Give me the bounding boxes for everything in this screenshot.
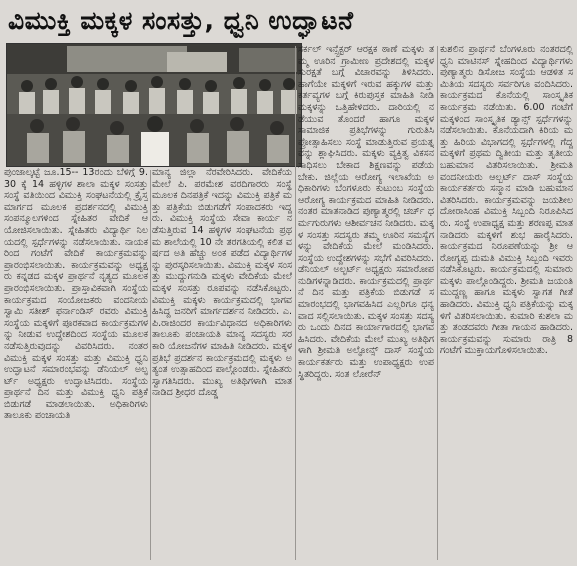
column-text: ಕುಶಲಿನ ಪ್ರಾರ್ಥನೆ ಬೆಂಗಳೂರು ನಂತರದಲ್ಲಿ ಧ್ವನಿ ಮಾಟಿನಸ್ ಸ್ನೇಹದಿಂದ ವಿದ್ಯಾರ್ಥಿಗಳು ಪುಣ್ಯಾತ್ಮರು ಡಿಸೋಜ ಸಂಸ್ಥೆಯ ಆಡಳಿತ ಸಮಿತಿಯ ಸದಸ್ಯರು ಸರ್ವರಿಗೂ ವಂದಿಸಿದರು. ಕಾರ್ಯಕ್ರಮದ ಕೊನೆಯಲ್ಲಿ ಸಾಂಸ್ಕೃತಿಕ ಕಾರ್ಯಕ್ರಮ ನಡೆಯಿತು. 6.00 ಗಂಟೆಗೆ ಮಕ್ಕಳಿಂದ ಸಾಂಸ್ಕೃತಿಕ ಡ್ಯಾನ್ಸ್ ಸ್ಪರ್ಧೆಗಳನ್ನು ನಡೆಸಲಾಯಿತು. ಕೊನೆಯದಾಗಿ ಕಿರಿಯ ಮತ್ತು ಹಿರಿಯ ವಿಭಾಗದಲ್ಲಿ ಸ್ಪರ್ಧೆಗಳಲ್ಲಿ ಗೆದ್ದ ಮಕ್ಕಳಿಗೆ ಪ್ರಥಮ ದ್ವಿತೀಯ ಮತ್ತು ತೃತೀಯ ಬಹುಮಾನ ವಿತರಿಸಲಾಯಿತು. ಶ್ರೀಮತಿ ವಂದನೀಯರು ಆಲ್ಬರ್ಟ್ ದಾಸ್ ಸಂಸ್ಥೆಯ ಕಾರ್ಯಕರ್ತರು ಸನ್ಮಾನ ಮಾಡಿ ಬಹುಮಾನ ವಿತರಿಸಿದರು. ಕಾರ್ಯಕ್ರಮವನ್ನು ಜಯಶೀಲ ದೋರಾಸಿಂಹ ವಿಮುಕ್ತಿ ಸಿಬ್ಬಂದಿ ನಿರೂಪಿಸಿದರು. ಸಂಸ್ಥೆ ಉಪಾಧ್ಯಕ್ಷ ಮತ್ತು ಶರಣಪ್ಪ ಮಾತನಾಡಿದರು ಮಕ್ಕಳಿಗೆ ಶುಭ ಹಾರೈಸಿದರು. ಕಾರ್ಯಕ್ರಮದ ನಿರೂಪಣೆಯನ್ನು ಶ್ರೀ ಆರೋಗ್ಯಪ್ಪ ದುಮತಿ ವಿಮುಕ್ತಿ ಸಿಬ್ಬಂದಿ ಇವರು ನಡೆಸಿಕೊಟ್ಟರು. ಕಾರ್ಯಕ್ರಮದಲ್ಲಿ ಸುಮಾರು ಮಕ್ಕಳು ಪಾಲ್ಗೊಂಡಿದ್ದರು. ಶ್ರೀಮತಿ ಜಯಂತಿ ಮುದ್ದಣ್ಣ ಹಾಗೂ ಮಕ್ಕಳು ಸ್ವಾಗತ ಗೀತೆ ಹಾಡಿದರು. ವಿಮುಕ್ತಿ ಧ್ವನಿ ಪತ್ರಿಕೆಯನ್ನು ಮಕ್ಕಳಿಗೆ ವಿತರಿಸಲಾಯಿತು. ಕುಮಾರಿ ಕುಶಲಾ ಮತ್ತು ತಂಡದವರು ಗೀತಾ ಗಾಯನ ಹಾಡಿದರು. ಕಾರ್ಯಕ್ರಮವನ್ನು ಸುಮಾರು ರಾತ್ರಿ 8 ಗಂಟೆಗೆ ಮುಕ್ತಾಯಗೊಳಿಸಲಾಯಿತು. [440,44,573,357]
article-column-2 [152,167,292,562]
article-headline: ವಿಮುಕ್ತಿ ಮಕ್ಕಳ ಸಂಸತ್ತು, ಧ್ವನಿ ಉದ್ಘಾಟನೆ [8,6,354,35]
column-text: ಮಾನ್ಯ ಜಿಲ್ಲಾ ನೆರವೇರಿಸಿದರು. ವೇದಿಕೆಯ ಮೇಲೆ ಪಿ. ಪರಮೇಶ ವರದಿಗಾರರು ಸಂಸ್ಥೆ ಮೂಲಕ ದಿನಪತ್ರಿಕೆ ಇದನ್ನು ವಿಮುಕ್ತಿ ಪತ್ರಿಕೆ ಮತ್ತು ಪತ್ರಿಕೆಯ ಬಿಡುಗಡೆಗೆ ಸಂಪಾದಕರು ಇದ್ದರು. ವಿಮುಕ್ತಿ ಸಂಸ್ಥೆಯ ಸೇವಾ ಕಾರ್ಯ ನಡೆಸುತ್ತಿರುವ 14 ಹಳ್ಳಿಗಳ ಸಂಘಟನೆಯ ಪ್ರಥಮ ಶಾಲೆಯಲ್ಲಿ 10 ನೇ ತರಗತಿಯಲ್ಲಿ ಕಲಿತ ವರ್ಷದ ಅತಿ ಹೆಚ್ಚು ಅಂಕ ಪಡೆದ ವಿದ್ಯಾರ್ಥಿಗಳನ್ನು ಪುರಸ್ಕರಿಸಲಾಯಿತು. ವಿಮುಕ್ತಿ ಮಕ್ಕಳ ಸಂಸತ್ತು ಮುದ್ದುಗನುಡಿ ಮಕ್ಕಳು ವೇದಿಕೆಯ ಮೇಲೆ ಮಕ್ಕಳ ಸಂಸತ್ತು ರೂಪವನ್ನು ನಡೆಸಿಕೊಟ್ಟರು. ವಿಮುಕ್ತಿ ಮಕ್ಕಳು ಕಾರ್ಯಕ್ರಮದಲ್ಲಿ ಭಾಗವಹಿಸಿದ್ದ ಜನರಿಗೆ ಮಾರ್ಗದರ್ಶನ ನೀಡಿದರು. ಎ.ಪಿ.ರಾಜಿಂದರ ಕಾರ್ಯವಿಧಾನದ ಅಧಿಕಾರಿಗಳು ತಾಲೂಕು ಪಂಚಾಯತಿ ಮಾನ್ಯ ಸದಸ್ಯರು ಸರಕಾರಿ ಯೋಜನೆಗಳ ಮಾಹಿತಿ ನೀಡಿದರು. ಮಕ್ಕಳ ಪ್ರತಿಭೆ ಪ್ರದರ್ಶನ ಕಾರ್ಯಕ್ರಮದಲ್ಲಿ ಮಕ್ಕಳು ಅತ್ಯಂತ ಉತ್ಸಾಹದಿಂದ ಪಾಲ್ಗೊಂಡರು. ಸ್ನೇಹಿತರು ಸ್ವಾಗತಿಸಿದರು. ಮುಖ್ಯ ಅತಿಥಿಗಳಾಗಿ ಮಾತನಾಡಿದ ಶ್ರೀಧರ ದೊಡ್ಡ [152,167,292,399]
article-column-4 [440,44,573,562]
column-divider [295,46,296,560]
column-text: ಸರ್ಕಲ್ ಇನ್ಸ್ಪೆಕ್ಟರ್ ಆರಕ್ಷಕ ಠಾಣೆ ಮಕ್ಕಳು ತಮ್ಮ ಊರಿನ ಗ್ರಾಮೀಣ ಪ್ರದೇಶದಲ್ಲಿ ಮಕ್ಕಳ ಸುರಕ್ಷತೆ ಬಗ್ಗೆ ವಿಚಾರವನ್ನು ತಿಳಿಸಿದರು. ಹಾಗೆಯೇ ಮಕ್ಕಳಿಗೆ ಇರುವ ಹಕ್ಕುಗಳ ಮತ್ತು ಕರ್ತವ್ಯಗಳ ಬಗ್ಗೆ ಕಿರುಪುಸ್ತಕ ಮಾಹಿತಿ ನೀಡಿ ಮಕ್ಕಳನ್ನು ಒತ್ತಿಹೇಳಿದರು. ದಾರಿಯಲ್ಲಿ ನಡೆಯುವ ತೊಂದರೆ ಹಾಗೂ ಮಕ್ಕಳ ಸಾಮಾಜಿಕ ಪ್ರತಿಭೆಗಳನ್ನು ಗುರುತಿಸಿ ಪ್ರೋತ್ಸಾಹಿಸಲು ಸಂಸ್ಥೆ ಮಾಡುತ್ತಿರುವ ಪ್ರಯತ್ನವನ್ನು ಶ್ಲಾಘಿಸಿದರು. ಮಕ್ಕಳು ವ್ಯಕ್ತಿತ್ವ ವಿಕಸನ ಸಾಧಿಸಲು ಬೇಕಾದ ಶಿಕ್ಷಣವನ್ನು ಪಡೆಯಬೇಕು. ಜಿಲ್ಲೆಯ ಆರೋಗ್ಯ ಇಲಾಖೆಯ ಅಧಿಕಾರಿಗಳು ಬೆಂಗಳೂರು ಕುಟುಂಬ ಸಂಸ್ಥೆಯ ಆರೋಗ್ಯ ಕಾರ್ಯಕ್ರಮದ ಮಾಹಿತಿ ನೀಡಿದರು. ನಂತರ ಮಾತನಾಡಿದ ಪುಣ್ಯಾತ್ಮರಲ್ಲಿ ಚರ್ಚ್ ಧರ್ಮಗುರುಗಳು ಆಶೀರ್ವಚನ ನೀಡಿದರು. ಮಕ್ಕಳ ಸಂಸತ್ತು ಸದಸ್ಯರು ತಮ್ಮ ಊರಿನ ಸಮಸ್ಯೆಗಳನ್ನು ವೇದಿಕೆಯ ಮೇಲೆ ಮಂಡಿಸಿದರು. ಸಂಸ್ಥೆಯ ಉದ್ದೇಶಗಳನ್ನು ಸಭೆಗೆ ವಿವರಿಸಿದರು. ಡೆನಿಯಲ್ ಅಲ್ಫರ್ಟ್ ಅಧ್ಯಕ್ಷರು ಸಮಾರೋಪ ನುಡಿಗಳನ್ನಾಡಿದರು. ಕಾರ್ಯಕ್ರಮದಲ್ಲಿ ಪ್ರಾರ್ಥನೆ ದಿನ ಮತ್ತು ಪತ್ರಿಕೆಯ ಬಿಡುಗಡೆ ಸಮಾರಂಭದಲ್ಲಿ ಭಾಗವಹಿಸಿದ ಎಲ್ಲರಿಗೂ ಧನ್ಯವಾದ ಸಲ್ಲಿಸಲಾಯಿತು. ಮಕ್ಕಳ ಸಂಸತ್ತು ಸದಸ್ಯರು ಒಂದು ದಿನದ ಕಾರ್ಯಾಗಾರದಲ್ಲಿ ಭಾಗವಹಿಸಿದರು. ವೇದಿಕೆಯ ಮೇಲೆ ಮುಖ್ಯ ಅತಿಥಿಗಳಾಗಿ ಶ್ರೀಮತಿ ಅಲ್ಫೋನ್ಸ್ ದಾಸ್ ಸಂಸ್ಥೆಯ ಕಾರ್ಯಕರ್ತರು ಮತ್ತು ಉಪಾಧ್ಯಕ್ಷರು ಉಪಸ್ಥಿತರಿದ್ದರು. ಸಂತ ಲೋರೆನ್ [298,44,434,380]
column-text: ಪುಂಜಾಲ್ಕಟ್ಟೆ ಜೂ.15-- 13ರಂದು ಬೆಳಿಗ್ಗೆ 9.30 ಕ್ಕೆ 14 ಹಳ್ಳಿಗಳ ಶಾಲಾ ಮಕ್ಕಳ ಸಂಸತ್ತು ಸಂಸ್ಥೆ ವತಿಯಿಂದ ವಿಮುಕ್ತಿ ಸಂಘಟನೆಯಲ್ಲಿ ಕ್ರೈಸ್ತ ಮಾರ್ಗದ ಮೂಲಕ ಪ್ರದರ್ಶನದಲ್ಲಿ ವಿಮುಕ್ತಿ ಸಂಪನ್ಮೂಲಗಳಿಂದ ಸ್ನೇಹಿತರ ವೇದಿಕೆ ಆಯೋಜಿಸಲಾಯಿತು. ಸ್ನೇಹಿತರು ವಿದ್ಯಾರ್ಥಿ ನಿಲಯದಲ್ಲಿ ಸ್ಪರ್ಧೆಗಳನ್ನು ನಡೆಸಲಾಯಿತು. ನಾಯಕರಿಂದ ಗಂಟೆಗೆ ವೇದಿಕೆ ಕಾರ್ಯಕ್ರಮವನ್ನು ಪ್ರಾರಂಭಿಸಲಾಯಿತು. ಕಾರ್ಯಕ್ರಮವನ್ನು ಅಧ್ಯಕ್ಷರು ಕನ್ನಡದ ಮಕ್ಕಳ ಪ್ರಾರ್ಥನೆ ನೃತ್ಯದ ಮೂಲಕ ಪ್ರಾರಂಭಿಸಲಾಯಿತು. ಪ್ರಾಸ್ತಾವಿಕವಾಗಿ ಸಂಸ್ಥೆಯ ಕಾರ್ಯಕ್ರಮದ ಸಂಯೋಜಕರು ವಂದನೀಯ ಸ್ವಾಮಿ ಸತೀಶ್ ಫರ್ನಾಂಡಿಸ್ ರವರು ವಿಮುಕ್ತಿ ಸಂಸ್ಥೆಯ ಮಕ್ಕಳಿಗೆ ಪೂರಕವಾದ ಕಾರ್ಯಕ್ರಮಗಳನ್ನು ನೀಡುವ ಉದ್ದೇಶದಿಂದ ಸಂಸ್ಥೆಯ ಮೂಲಕ ನಡೆಸುತ್ತಿರುವುದನ್ನು ವಿವರಿಸಿದರು. ನಂತರ ವಿಮುಕ್ತಿ ಮಕ್ಕಳ ಸಂಸತ್ತು ಮತ್ತು ವಿಮುಕ್ತಿ ಧ್ವನಿ ಉದ್ಘಾಟನೆ ಸಮಾರಂಭವನ್ನು ಡೆನಿಯಲ್ ಅಲ್ಫರ್ಟ್ ಅಧ್ಯಕ್ಷರು ಉದ್ಘಾಟಿಸಿದರು. ಸಂಸ್ಥೆಯ ಪ್ರಾರ್ಥನೆ ದಿನ ಮತ್ತು ವಿಮುಕ್ತಿ ಧ್ವನಿ ಪತ್ರಿಕೆ ಬಿಡುಗಡೆ ಮಾಡಲಾಯಿತು. ಅಧಿಕಾರಿಗಳು ತಾಲೂಕು ಪಂಚಾಯತಿ [4,167,148,422]
column-divider [437,46,438,560]
column-divider [150,170,151,560]
event-photo [6,43,302,167]
article-column-3 [298,44,434,562]
article-column-1 [4,167,148,562]
